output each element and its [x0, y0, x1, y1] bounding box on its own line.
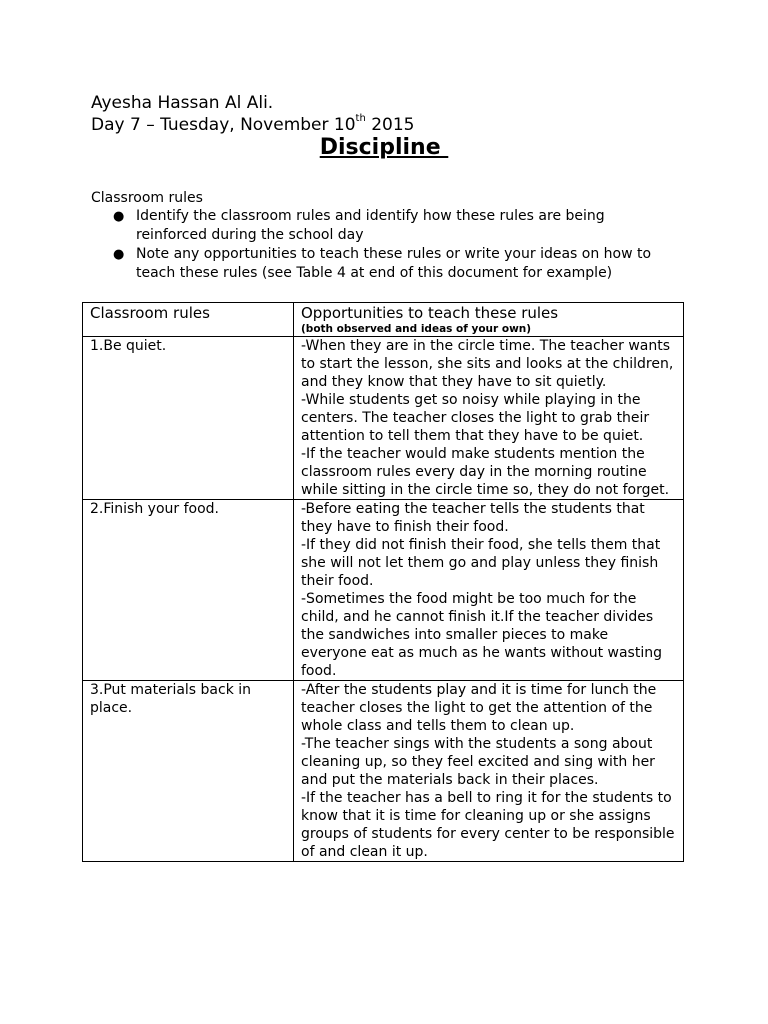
- opportunities-cell: [294, 337, 684, 500]
- table-row: [83, 337, 684, 500]
- opportunity-note: -If the teacher has a bell to ring it for the students to know that it is time for cleaning up or she assigns groups of students for every center to be responsible of and clean it up.: [301, 790, 675, 860]
- date-ordinal-suffix: th: [355, 113, 366, 125]
- opportunities-cell: [294, 681, 684, 862]
- table-header-row: [83, 303, 684, 337]
- instruction-text: Note any opportunities to teach these rules or write your ideas on how to teach these rules (see Table 4 at end of this document for example): [136, 246, 652, 281]
- author-name: Ayesha Hassan Al Ali.: [91, 93, 274, 113]
- column-header-opportunities: [294, 303, 684, 337]
- date-text: Day 7 – Tuesday, November 10: [91, 115, 356, 135]
- rule-cell: 3.Put materials back in place.: [83, 681, 294, 862]
- date-line: [91, 114, 414, 136]
- table-row: [83, 500, 684, 681]
- opportunity-note: -When they are in the circle time. The teacher wants to start the lesson, she sits and looks at the children, and they know that they have to sit quietly.: [301, 338, 674, 390]
- instruction-list: [112, 207, 672, 283]
- column-header-opportunities-label: Opportunities to teach these rules: [301, 304, 559, 322]
- section-heading: Classroom rules: [91, 190, 203, 206]
- column-header-rules-label: Classroom rules: [90, 304, 210, 322]
- page-title: Discipline: [319, 135, 449, 160]
- rules-table: [82, 302, 684, 862]
- instruction-item: [112, 207, 672, 245]
- date-year: 2015: [365, 115, 415, 135]
- opportunity-note: -If they did not finish their food, she tells them that she will not let them go and play unless they finish their food.: [301, 537, 661, 589]
- instruction-text: Identify the classroom rules and identify how these rules are being reinforced during the school day: [136, 208, 605, 243]
- table-row: [83, 681, 684, 862]
- opportunity-note: -Before eating the teacher tells the students that they have to finish their food.: [301, 501, 645, 535]
- opportunity-note: -The teacher sings with the students a song about cleaning up, so they feel excited and sing with her and put the materials back in their places.: [301, 736, 655, 788]
- column-header-opportunities-note: (both observed and ideas of your own): [301, 323, 532, 335]
- opportunity-note: -While students get so noisy while playing in the centers. The teacher closes the light to grab their attention to tell them that they have to be quiet.: [301, 392, 650, 444]
- rule-cell: 1.Be quiet.: [83, 337, 294, 500]
- column-header-rules: [83, 303, 294, 337]
- opportunities-cell: [294, 500, 684, 681]
- bullet-icon: ●: [113, 209, 125, 224]
- rule-cell: 2.Finish your food.: [83, 500, 294, 681]
- opportunity-note: -If the teacher would make students mention the classroom rules every day in the morning routine while sitting in the circle time so, they do not forget.: [301, 446, 670, 498]
- instruction-item: [112, 245, 672, 283]
- bullet-icon: ●: [113, 247, 125, 262]
- opportunity-note: -Sometimes the food might be too much for the child, and he cannot finish it.If the teacher divides the sandwiches into smaller pieces to make everyone eat as much as he wants without wasting food.: [301, 591, 662, 679]
- opportunity-note: -After the students play and it is time for lunch the teacher closes the light to get the attention of the whole class and tells them to clean up.: [301, 682, 657, 734]
